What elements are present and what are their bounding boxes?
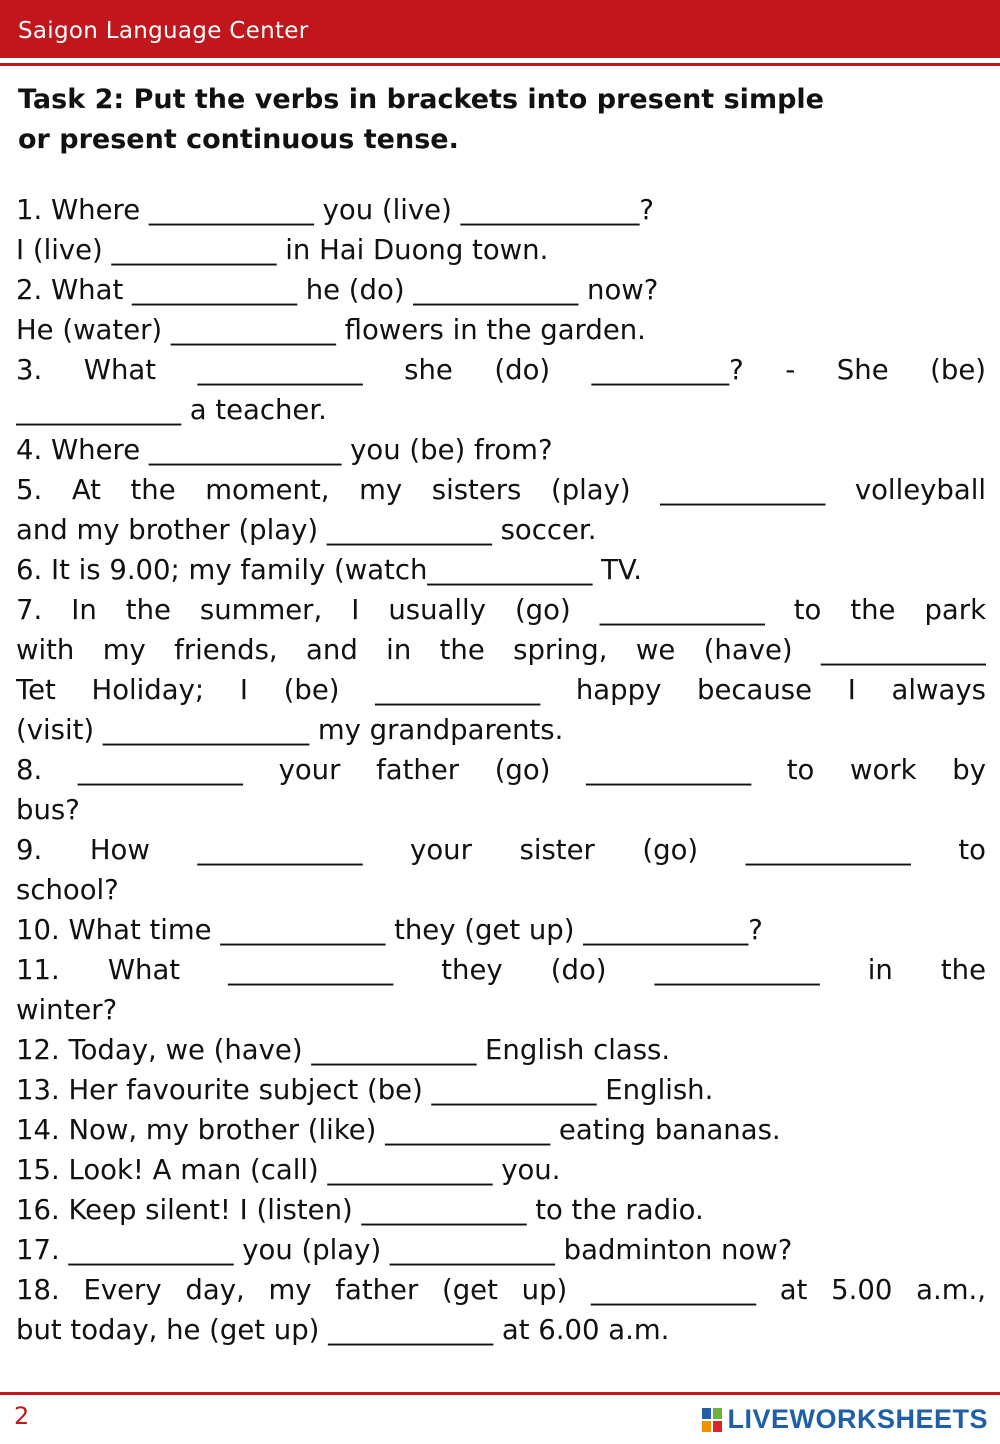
exercise-line: I (live) ____________ in Hai Duong town. <box>16 234 549 266</box>
exercise-line: 14. Now, my brother (like) ____________ eating bananas. <box>16 1114 781 1146</box>
exercise-line: 17. ____________ you (play) ____________ badminton now? <box>16 1234 793 1266</box>
header-title: Saigon Language Center <box>18 18 309 44</box>
exercise-line: 7. In the summer, I usually (go) ____________ to the park <box>16 594 986 626</box>
exercise-line: 8. ____________ your father (go) ____________ to work by <box>16 754 986 786</box>
exercise-line: 5. At the moment, my sisters (play) ____________ volleyball <box>16 474 986 506</box>
page-number: 2 <box>14 1402 30 1430</box>
exercise-line: 15. Look! A man (call) ____________ you. <box>16 1154 561 1186</box>
footer-divider <box>0 1392 1000 1395</box>
exercise-list <box>16 190 986 1350</box>
liveworksheets-logo-text: LIVEWORKSHEETS <box>727 1404 988 1434</box>
exercise-line: 13. Her favourite subject (be) ____________ English. <box>16 1074 714 1106</box>
exercise-line: 18. Every day, my father (get up) ____________ at 5.00 a.m., <box>16 1274 986 1306</box>
exercise-line: 4. Where ______________ you (be) from? <box>16 434 553 466</box>
exercise-line: and my brother (play) ____________ soccer. <box>16 514 597 546</box>
exercise-line: 10. What time ____________ they (get up) ____________? <box>16 914 763 946</box>
exercise-line: school? <box>16 874 119 906</box>
exercise-line: but today, he (get up) ____________ at 6.00 a.m. <box>16 1314 670 1346</box>
exercise-line: 6. It is 9.00; my family (watch____________ TV. <box>16 554 642 586</box>
exercise-line: 9. How ____________ your sister (go) ____________ to <box>16 834 986 866</box>
header-divider <box>0 63 1000 66</box>
task-line-1: Task 2: Put the verbs in brackets into present simple <box>18 84 824 115</box>
exercise-line: winter? <box>16 994 118 1026</box>
liveworksheets-logo <box>701 1404 988 1435</box>
exercise-line: 1. Where ____________ you (live) _____________? <box>16 194 654 226</box>
exercise-line: 3. What ____________ she (do) __________? - She (be) <box>16 354 986 386</box>
exercise-line: (visit) _______________ my grandparents. <box>16 714 564 746</box>
header-bar <box>0 0 1000 58</box>
exercise-line: 12. Today, we (have) ____________ English class. <box>16 1034 671 1066</box>
exercise-line: 16. Keep silent! I (listen) ____________ to the radio. <box>16 1194 704 1226</box>
liveworksheets-logo-icon <box>701 1407 723 1433</box>
task-line-2: or present continuous tense. <box>18 124 459 155</box>
exercise-line: ____________ a teacher. <box>16 394 327 426</box>
exercise-line: with my friends, and in the spring, we (have) ____________ <box>16 634 986 666</box>
task-instruction <box>18 80 918 160</box>
exercise-line: 2. What ____________ he (do) ____________ now? <box>16 274 659 306</box>
exercise-line: bus? <box>16 794 80 826</box>
exercise-line: 11. What ____________ they (do) ____________ in the <box>16 954 986 986</box>
exercise-line: He (water) ____________ flowers in the garden. <box>16 314 646 346</box>
exercise-line: Tet Holiday; I (be) ____________ happy because I always <box>16 674 986 706</box>
